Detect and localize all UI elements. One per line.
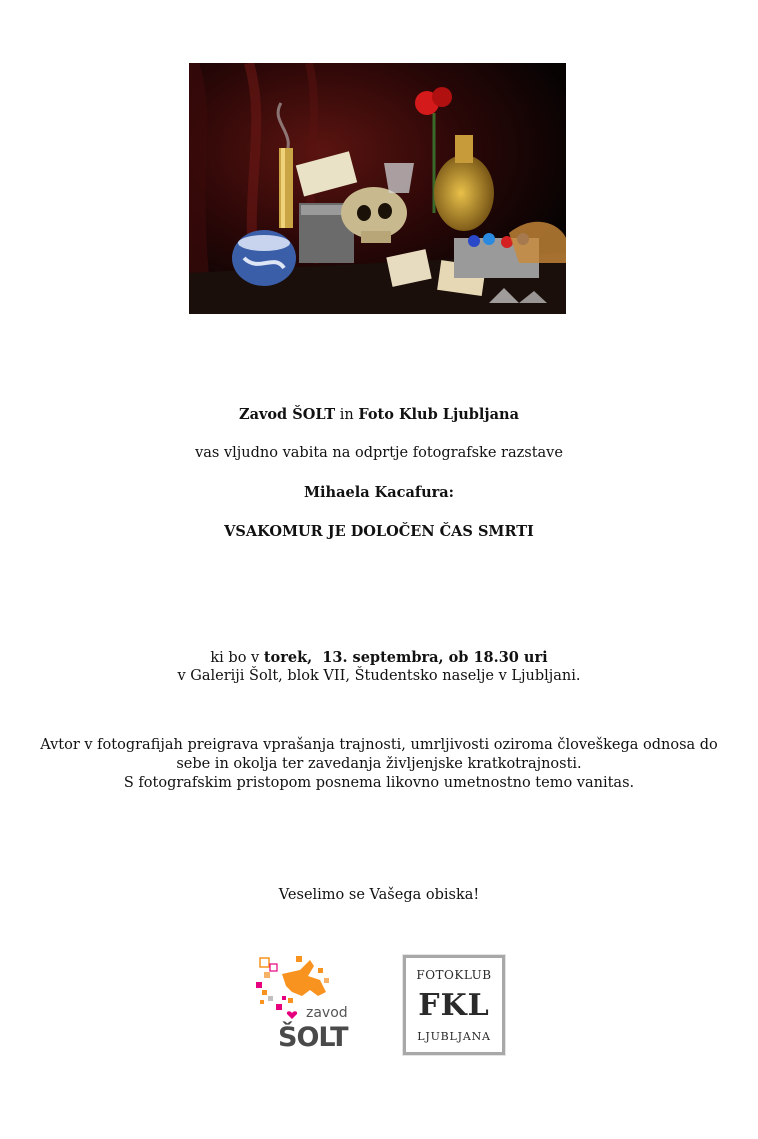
description-line-3: S fotografskim pristopom posnema likovno umetnostno temo vanitas. [123, 775, 635, 791]
fkl-logo-top-text: FOTOKLUB [416, 968, 492, 982]
solt-logo-word-solt: ŠOLT [278, 1022, 348, 1053]
invitation-text: vas vljudno vabita na odprtje fotografske razstave [195, 445, 563, 461]
event-date [0, 648, 758, 668]
fkl-logo-main-text: FKL [418, 988, 490, 1023]
event-date-prefix: ki bo v [210, 650, 264, 666]
organizers-conjunction: in [335, 407, 359, 423]
vanitas-still-life-image [189, 63, 566, 314]
description-line-1: Avtor v fotografijah preigrava vprašanja trajnosti, umrljivosti oziroma človeškega odnosa do [40, 737, 718, 753]
description-line-2: sebe in okolja ter zavedanja življenjske kratkotrajnosti. [176, 756, 582, 772]
event-location: v Galeriji Šolt, blok VII, Študentsko naselje v Ljubljani. [177, 668, 581, 684]
organizers-heading [0, 405, 758, 425]
exhibition-title-text: VSAKOMUR JE DOLOČEN ČAS SMRTI [224, 523, 534, 540]
fotoklub-ljubljana-logo [403, 955, 505, 1055]
exhibition-title [0, 522, 758, 542]
event-date-value: torek, 13. septembra, ob 18.30 uri [263, 649, 548, 666]
organizer-fkl: Foto Klub Ljubljana [358, 406, 519, 423]
organizer-solt: Zavod ŠOLT [238, 406, 336, 423]
author-name [0, 483, 758, 503]
fkl-logo-bottom-text: LJUBLJANA [417, 1030, 491, 1043]
author-name-text: Mihaela Kacafura: [303, 484, 455, 501]
solt-logo-word-zavod: zavod [306, 1005, 348, 1021]
closing-text: Veselimo se Vašega obiska! [278, 887, 480, 903]
photo-illustration [189, 63, 566, 314]
zavod-solt-logo [252, 952, 360, 1060]
